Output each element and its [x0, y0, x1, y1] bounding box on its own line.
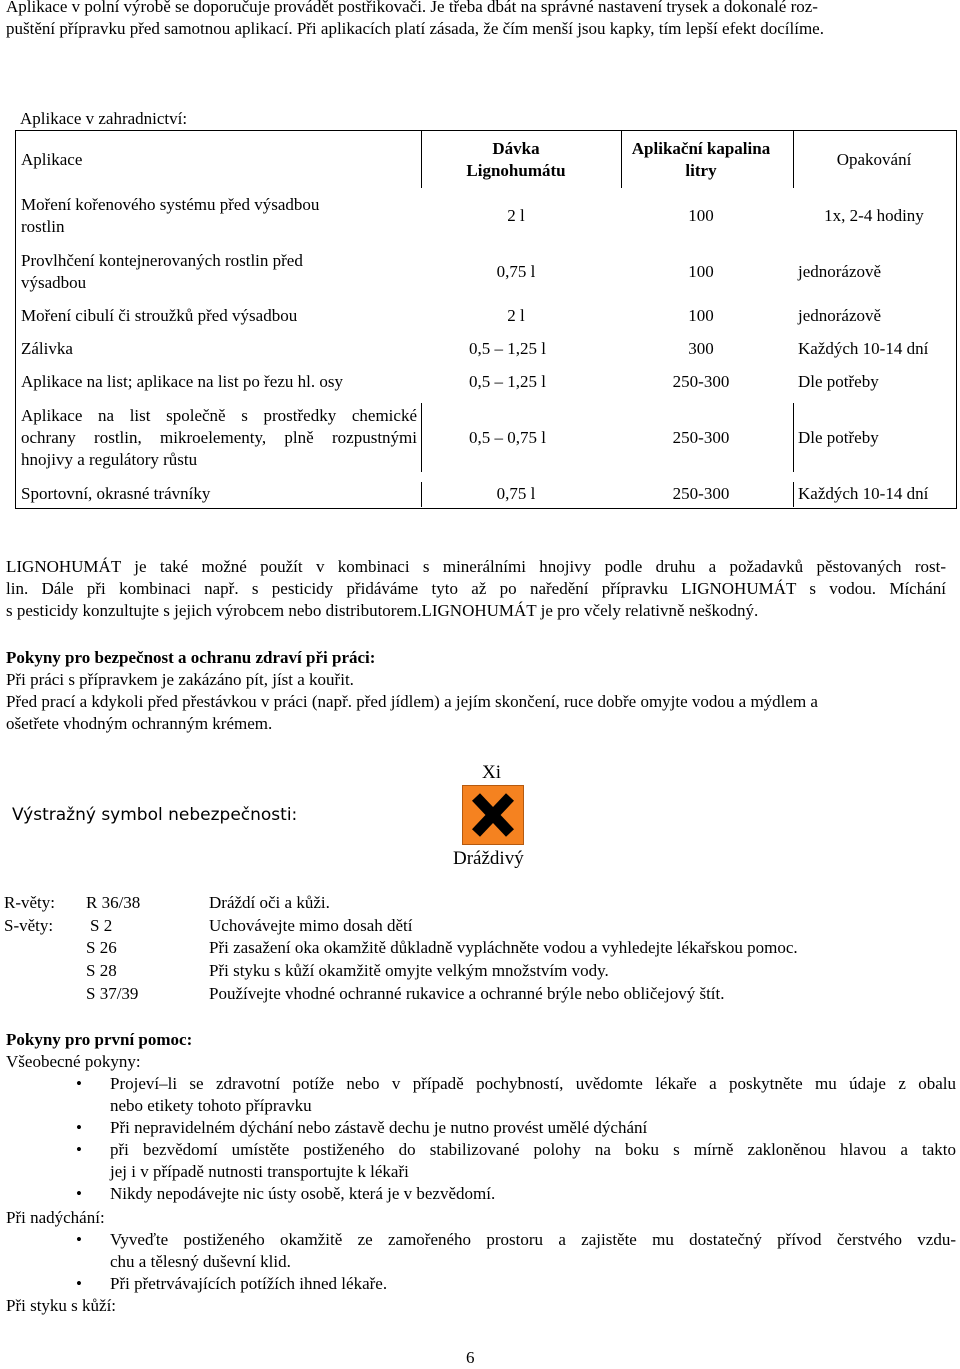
bullet: •	[76, 1140, 82, 1159]
header-davka-line: Dávka	[492, 138, 540, 158]
phrase-code: S 37/39	[86, 984, 139, 1003]
bullet: •	[76, 1118, 82, 1137]
combination-line: lin. Dále při kombinaci např. s pesticidy přidáváme tyto až po naředění přípravku LIGNOHUMÁT s vodou. Míchání	[6, 579, 946, 598]
header-davka-line: Lignohumátu	[466, 160, 566, 180]
bullet: •	[76, 1074, 82, 1093]
bullet: •	[76, 1184, 82, 1203]
list-item	[6, 1139, 956, 1183]
cell-kapalina: 250-300	[672, 483, 730, 503]
irritant-x-glyph	[463, 786, 523, 844]
table-row	[16, 244, 956, 299]
cell-aplikace-line: Moření kořenového systému před výsadbou	[21, 195, 320, 214]
table-row	[16, 299, 956, 332]
column-divider	[421, 482, 422, 507]
cell-aplikace-line: Provlhčení kontejnerovaných rostlin před	[21, 250, 303, 270]
column-divider	[793, 482, 794, 507]
cell-opakovani: Dle potřeby	[798, 371, 879, 391]
cell-opakovani: Dle potřeby	[798, 427, 879, 447]
list-item	[6, 1273, 956, 1295]
phrase-code: S 2	[90, 916, 113, 935]
inhalation-label: Při nadýchání:	[6, 1208, 105, 1227]
cell-kapalina: 100	[688, 206, 714, 225]
first-aid-heading: Pokyny pro první pomoc:	[6, 1030, 193, 1049]
cell-davka: 2 l	[507, 206, 525, 225]
header-kapalina	[611, 131, 791, 188]
table-row	[16, 365, 956, 398]
header-kapalina-line: Aplikační kapalina	[631, 138, 771, 158]
phrase-text: Dráždí oči a kůži.	[209, 893, 330, 912]
table-header-row	[16, 131, 956, 188]
safety-heading: Pokyny pro bezpečnost a ochranu zdraví při práci:	[6, 648, 376, 667]
column-divider	[793, 403, 794, 472]
cell-opakovani: Každých 10-14 dní	[798, 338, 929, 358]
safety-section	[6, 647, 946, 735]
header-aplikace: Aplikace	[21, 149, 83, 169]
cell-aplikace: Sportovní, okrasné trávníky	[21, 483, 211, 503]
table-row	[16, 477, 956, 510]
cell-opakovani: 1x, 2-4 hodiny	[824, 206, 924, 225]
bullet: •	[76, 1274, 82, 1293]
header-opakovani: Opakování	[836, 149, 912, 169]
phrase-text: Při zasažení oka okamžitě důkladně vypláchněte vodou a vyhledejte lékařskou pomoc.	[209, 938, 798, 957]
cell-davka: 2 l	[507, 305, 525, 325]
cell-aplikace	[21, 244, 381, 299]
hazard-name: Dráždivý	[453, 848, 524, 869]
header-kapalina-line: litry	[685, 160, 717, 180]
cell-kapalina: 100	[688, 261, 714, 281]
phrase-code: R 36/38	[86, 893, 141, 912]
intro-paragraph	[6, 0, 950, 40]
cell-opakovani: jednorázově	[798, 261, 882, 281]
phrase-code: S 26	[86, 938, 117, 957]
cell-aplikace	[21, 188, 381, 244]
general-instructions-list	[6, 1073, 956, 1205]
cell-davka: 0,5 – 1,25 l	[469, 338, 546, 358]
list-item-line: Při přetrvávajících potížích ihned lékaře.	[110, 1274, 388, 1293]
cell-aplikace: Aplikace na list; aplikace na list po řezu hl. osy	[21, 371, 343, 391]
header-davka	[421, 131, 611, 188]
list-item-line: jej i v případě nutnosti transportujte k lékaři	[110, 1162, 409, 1181]
cell-aplikace: Moření cibulí či stroužků před výsadbou	[21, 305, 298, 325]
safety-line: ošetřete vhodným ochranným krémem.	[6, 714, 273, 733]
first-aid-section	[6, 1029, 956, 1317]
cell-davka: 0,5 – 1,25 l	[469, 371, 546, 391]
table-row	[16, 332, 956, 365]
cell-aplikace-line: rostlin	[21, 217, 65, 236]
safety-line: Při práci s přípravkem je zakázáno pít, jíst a kouřit.	[6, 670, 354, 689]
list-item-line: chu a tělesný duševní klid.	[110, 1252, 291, 1271]
bullet: •	[76, 1230, 82, 1249]
s-label: S-věty:	[4, 916, 54, 935]
warning-symbol-label: Výstražný symbol nebezpečnosti:	[12, 805, 298, 825]
r-label: R-věty:	[4, 893, 55, 912]
phrase-text: Při styku s kůží okamžitě omyjte velkým množstvím vody.	[209, 961, 609, 980]
safety-line: Před prací a kdykoli před přestávkou v práci (např. před jídlem) a jejím skončení, ruce dobře omyjte vodou a mýdlem a	[6, 692, 818, 711]
phrase-code: S 28	[86, 961, 117, 980]
list-item	[6, 1073, 956, 1117]
cell-opakovani: jednorázově	[798, 305, 882, 325]
cell-aplikace-line: výsadbou	[21, 272, 87, 292]
list-item	[6, 1229, 956, 1273]
irritant-x-icon	[462, 785, 524, 845]
cell-aplikace-line: Aplikace na list společně s prostředky chemické	[21, 405, 417, 425]
cell-opakovani: Každých 10-14 dní	[798, 483, 929, 503]
intro-line: puštění přípravku před samotnou aplikací. Při aplikacích platí zásada, že čím menší jsou kapky, tím lepší efekt docílíme.	[6, 19, 824, 38]
page-number: 6	[466, 1348, 475, 1367]
list-item-line: Vyveďte postiženého okamžitě ze zamořeného prostoru a zajistěte mu dostatečný přívod čerstvého vzdu-	[110, 1230, 956, 1249]
list-item-line: Při nepravidelném dýchání nebo zástavě dechu je nutno provést umělé dýchání	[110, 1118, 648, 1137]
cell-aplikace: Zálivka	[21, 338, 73, 358]
list-item-line: nebo etikety tohoto přípravku	[110, 1096, 312, 1115]
cell-aplikace-line: hnojivy a regulátory růstu	[21, 449, 198, 469]
column-divider	[421, 131, 422, 188]
list-item-line: Projeví–li se zdravotní potíže nebo v případě pochybností, uvědomte lékaře a poskytněte mu údaje z obalu	[110, 1074, 956, 1093]
cell-davka: 0,5 – 0,75 l	[469, 427, 546, 447]
application-table	[15, 130, 957, 509]
general-instructions-label: Všeobecné pokyny:	[6, 1052, 141, 1071]
cell-kapalina: 100	[688, 305, 714, 325]
list-item	[6, 1117, 956, 1139]
cell-kapalina: 300	[688, 338, 714, 358]
list-item-line: při bezvědomí umístěte postiženého do stabilizované polohy na boku s mírně zakloněnou hlavou a takto	[110, 1140, 956, 1159]
table-title: Aplikace v zahradnictví:	[20, 109, 188, 128]
cell-kapalina: 250-300	[672, 427, 730, 447]
inhalation-list	[6, 1229, 956, 1295]
list-item-line: Nikdy nepodávejte nic ústy osobě, která je v bezvědomí.	[110, 1184, 496, 1203]
cell-davka: 0,75 l	[496, 483, 536, 503]
column-divider	[793, 131, 794, 188]
column-divider	[621, 131, 622, 188]
table-row	[16, 398, 956, 477]
hazard-code: Xi	[482, 762, 501, 783]
combination-line: s pesticidy konzultujte s jejich výrobcem nebo distributorem.LIGNOHUMÁT je pro včely relativně neškodný.	[6, 601, 759, 620]
combination-line: LIGNOHUMÁT je také možné použít v kombinaci s minerálními hnojivy podle druhu a požadavků pěstovaných rost-	[6, 557, 946, 576]
column-divider	[421, 403, 422, 472]
cell-aplikace	[21, 398, 417, 477]
list-item	[6, 1183, 956, 1205]
cell-aplikace-line: ochrany rostlin, mikroelementy, plně rozpustnými	[21, 427, 417, 447]
intro-line: Aplikace v polní výrobě se doporučuje provádět postřikovači. Je třeba dbát na správné nastavení trysek a dokonalé roz-	[6, 0, 818, 16]
phrase-text: Uchovávejte mimo dosah dětí	[209, 916, 413, 935]
combination-paragraph	[6, 556, 946, 622]
cell-davka: 0,75 l	[496, 261, 536, 281]
phrase-text: Používejte vhodné ochranné rukavice a ochranné brýle nebo obličejový štít.	[209, 984, 725, 1003]
cell-kapalina: 250-300	[672, 371, 730, 391]
table-row	[16, 188, 956, 244]
skin-contact-label: Při styku s kůží:	[6, 1296, 117, 1315]
